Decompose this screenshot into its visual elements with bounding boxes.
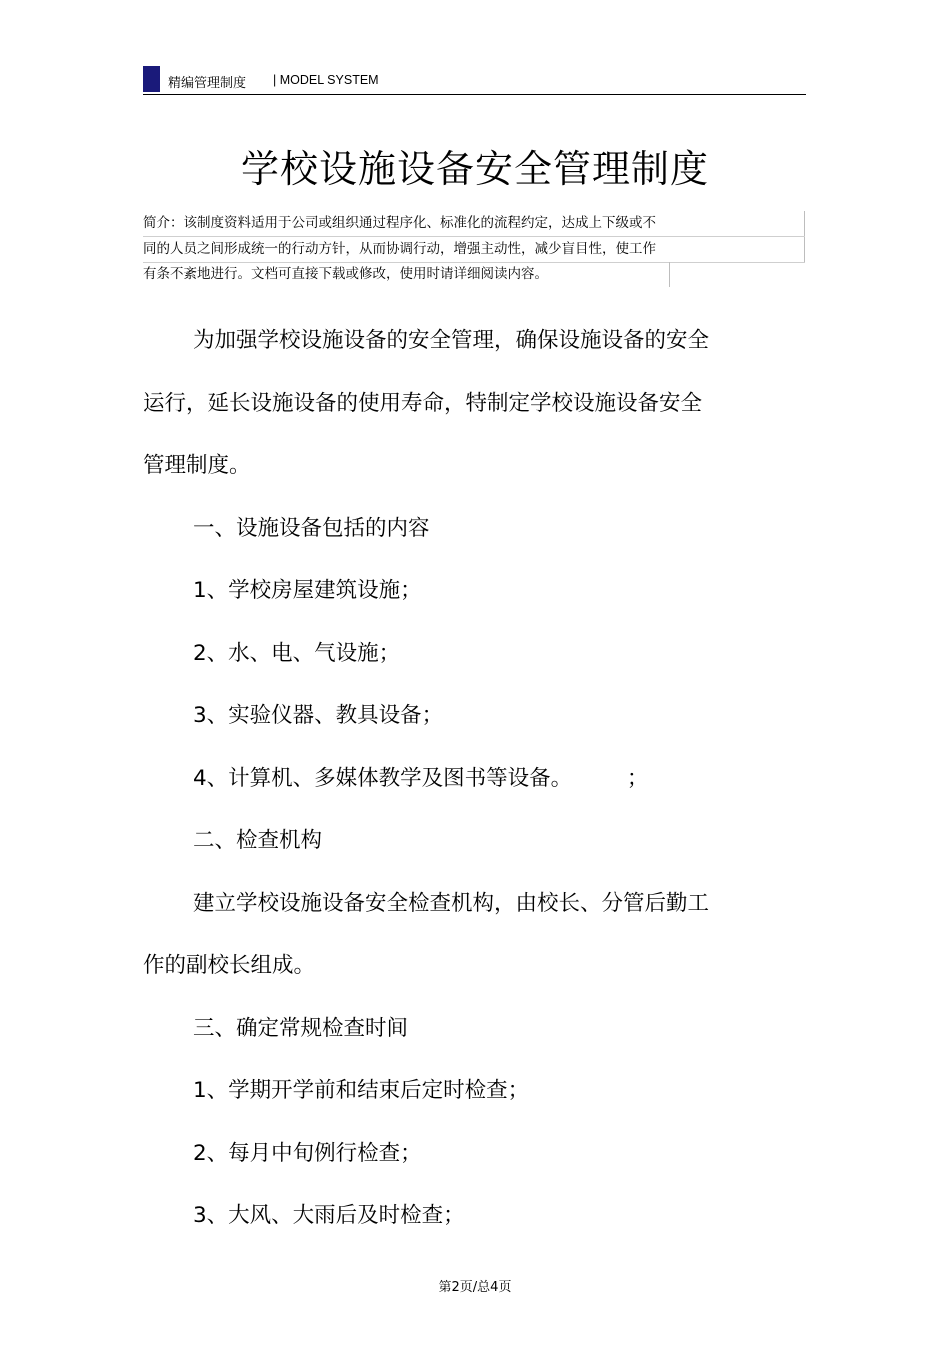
intro-line (143, 262, 805, 287)
intro-box (143, 211, 805, 287)
intro-line (143, 236, 805, 262)
paragraph: 建立学校设施设备安全检查机构，由校长、分管后勤工 (193, 890, 710, 916)
paragraph: 运行，延长设施设备的使用寿命，特制定学校设施设备安全 (143, 390, 703, 416)
document-body (143, 316, 753, 1254)
document-title: 学校设施设备安全管理制度 (240, 147, 709, 191)
header-brand-en: | MODEL SYSTEM (273, 73, 379, 87)
paragraph: 管理制度。 (143, 453, 251, 478)
section-heading: 二、检查机构 (193, 828, 323, 853)
paragraph: 作的副校长组成。 (143, 953, 316, 978)
paragraph: 为加强学校设施设备的安全管理，确保设施设备的安全 (193, 328, 710, 353)
list-item: 2、每月中旬例行检查； (193, 1140, 422, 1166)
list-item: 1、学校房屋建筑设施； (193, 578, 422, 603)
divider (804, 237, 805, 262)
list-item: 4、计算机、多媒体教学及图书等设备。 ； (193, 765, 649, 791)
page-number: 第2页/总4页 (438, 1280, 512, 1295)
header-brand-cn: 精编管理制度 (168, 76, 247, 91)
logo-icon (143, 66, 160, 92)
intro-text: 简介：该制度资料适用于公司或组织通过程序化、标准化的流程约定，达成上下级或不 (143, 215, 656, 231)
divider (804, 211, 805, 236)
list-item: 1、学期开学前和结束后定时检查； (193, 1078, 530, 1103)
intro-text: 同的人员之间形成统一的行动方针，从而协调行动，增强主动性，减少盲目性，使工作 (143, 241, 656, 257)
list-item: 2、水、电、气设施； (193, 640, 401, 666)
intro-text: 有条不紊地进行。文档可直接下载或修改，使用时请详细阅读内容。 (143, 266, 548, 282)
section-heading: 一、设施设备包括的内容 (193, 515, 430, 541)
list-item: 3、大风、大雨后及时检查； (193, 1203, 465, 1228)
divider (669, 262, 670, 287)
list-item: 3、实验仪器、教具设备； (193, 703, 444, 728)
intro-line (143, 211, 805, 236)
section-heading: 三、确定常规检查时间 (193, 1015, 409, 1041)
document-header (143, 66, 806, 95)
